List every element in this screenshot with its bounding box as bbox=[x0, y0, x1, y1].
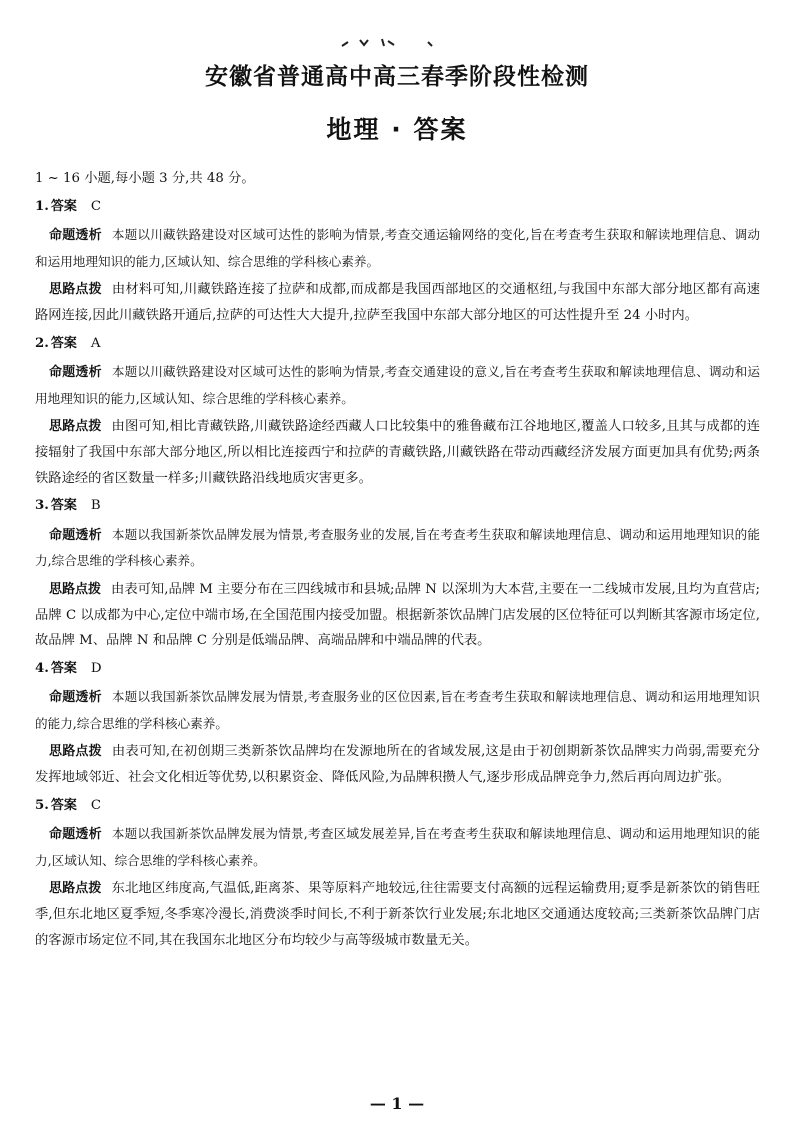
answer-label: 答案 bbox=[50, 498, 77, 514]
hint-text: 由表可知,在初创期三类新茶饮品牌均在发源地所在的省域发展,这是由于初创期新茶饮品牌实力尚弱,需要充分发挥地域邻近、社会文化相近等优势,以积累资金、降低风险,为品牌积攒人气,逐步形成品牌竞争力,然后再向周边扩张。 bbox=[35, 744, 760, 786]
question-block bbox=[35, 793, 760, 954]
question-header bbox=[35, 793, 760, 819]
analysis-paragraph bbox=[35, 821, 760, 873]
question-header bbox=[35, 493, 760, 519]
answer-content bbox=[35, 166, 760, 953]
document-title: 安徽省普通高中高三春季阶段性检测 bbox=[205, 64, 589, 90]
analysis-paragraph bbox=[35, 522, 760, 574]
question-number: 4. bbox=[35, 660, 49, 676]
hint-label: 思路点拨 bbox=[49, 419, 102, 435]
question-number: 2. bbox=[35, 335, 49, 351]
answer-value: C bbox=[90, 198, 102, 214]
analysis-label: 命题透析 bbox=[49, 827, 102, 843]
question-block bbox=[35, 656, 760, 791]
analysis-text: 本题以川藏铁路建设对区域可达性的影响为情景,考查交通运输网络的变化,旨在考查考生获取和解读地理信息、调动和运用地理知识的能力,区域认知、综合思维的学科核心素养。 bbox=[35, 227, 760, 269]
analysis-paragraph bbox=[35, 684, 760, 736]
hint-text: 由材料可知,川藏铁路连接了拉萨和成都,而成都是我国西部地区的交通枢纽,与我国中东部大部分地区都有高速路网连接,因此川藏铁路开通后,拉萨的可达性大大提升,拉萨至我国中东部大部分地区的可达性提升至 24 小时内。 bbox=[35, 282, 760, 323]
question-header bbox=[35, 331, 760, 357]
question-header bbox=[35, 194, 760, 220]
hint-paragraph bbox=[35, 876, 760, 953]
analysis-label: 命题透析 bbox=[49, 527, 102, 543]
answer-value: B bbox=[90, 498, 101, 514]
analysis-paragraph bbox=[35, 359, 760, 411]
analysis-label: 命题透析 bbox=[49, 365, 102, 381]
question-number: 1. bbox=[35, 198, 49, 214]
analysis-text: 本题以我国新茶饮品牌发展为情景,考查服务业的区位因素,旨在考查考生获取和解读地理信息、调动和运用地理知识的能力,综合思维的学科核心素养。 bbox=[35, 689, 760, 731]
question-number: 5. bbox=[35, 797, 49, 813]
hint-paragraph bbox=[35, 577, 760, 654]
document-subtitle: 地理 · 答案 bbox=[326, 115, 468, 144]
page-number: — 1 — bbox=[369, 1094, 425, 1113]
answer-label: 答案 bbox=[50, 198, 77, 214]
analysis-text: 本题以我国新茶饮品牌发展为情景,考查服务业的发展,旨在考查考生获取和解读地理信息、调动和运用地理知识的能力,综合思维的学科核心素养。 bbox=[35, 526, 760, 569]
question-block bbox=[35, 194, 760, 329]
hint-text: 由表可知,品牌 M 主要分布在三四线城市和县城;品牌 N 以深圳为大本营,主要在一二线城市发展,且均为直营店;品牌 C 以成都为中心,定位中端市场,在全国范围内接受加盟。根据新茶饮品牌门店发展的区位特征可以判断其客源市场定位,故品牌 M、品牌 N 和品牌 C 分别是低端品牌、高端品牌和中端品牌的代表。 bbox=[35, 581, 760, 649]
analysis-text: 本题以川藏铁路建设对区域可达性的影响为情景,考查交通建设的意义,旨在考查考生获取和解读地理信息、调动和运用地理知识的能力,区域认知、综合思维的学科核心素养。 bbox=[35, 364, 760, 406]
question-block bbox=[35, 331, 760, 492]
hint-paragraph bbox=[35, 414, 760, 491]
answer-label: 答案 bbox=[50, 660, 77, 676]
question-number: 3. bbox=[35, 498, 49, 514]
question-header bbox=[35, 656, 760, 682]
section-intro: 1 ~ 16 小题,每小题 3 分,共 48 分。 bbox=[35, 171, 255, 186]
question-block bbox=[35, 493, 760, 654]
analysis-paragraph bbox=[35, 222, 760, 274]
hint-paragraph bbox=[35, 277, 760, 328]
hint-text: 东北地区纬度高,气温低,距离茶、果等原料产地较远,往往需要支付高额的远程运输费用;夏季是新茶饮的销售旺季,但东北地区夏季短,冬季寒冷漫长,消费淡季时间长,不利于新茶饮行业发展;东北地区交通通达度较高;三类新茶饮品牌门店的客源市场定位不同,其在我国东北地区分布均较少与高等级城市数量无关。 bbox=[35, 881, 760, 948]
hint-text: 由图可知,相比青藏铁路,川藏铁路途经西藏人口比较集中的雅鲁藏布江谷地地区,覆盖人口较多,且其与成都的连接辐射了我国中东部大部分地区,所以相比连接西宁和拉萨的青藏铁路,川藏铁路在带动西藏经济发展方面更加具有优势;两条铁路途经的省区数量一样多;川藏铁路沿线地质灾害更多。 bbox=[35, 419, 760, 486]
hint-paragraph bbox=[35, 739, 760, 790]
answer-label: 答案 bbox=[50, 335, 77, 351]
hint-label: 思路点拨 bbox=[49, 282, 102, 298]
answer-value: A bbox=[90, 335, 101, 351]
hint-label: 思路点拨 bbox=[49, 744, 102, 760]
hint-label: 思路点拨 bbox=[49, 581, 102, 597]
analysis-label: 命题透析 bbox=[49, 228, 102, 244]
answer-value: C bbox=[90, 797, 102, 813]
analysis-label: 命题透析 bbox=[49, 690, 102, 706]
answer-label: 答案 bbox=[50, 797, 77, 813]
analysis-text: 本题以我国新茶饮品牌发展为情景,考查区域发展差异,旨在考查考生获取和解读地理信息、调动和运用地理知识的能力,区域认知、综合思维的学科核心素养。 bbox=[35, 826, 760, 868]
answer-value: D bbox=[90, 660, 102, 676]
header-scribble-mark bbox=[338, 36, 438, 50]
hint-label: 思路点拨 bbox=[49, 881, 102, 897]
